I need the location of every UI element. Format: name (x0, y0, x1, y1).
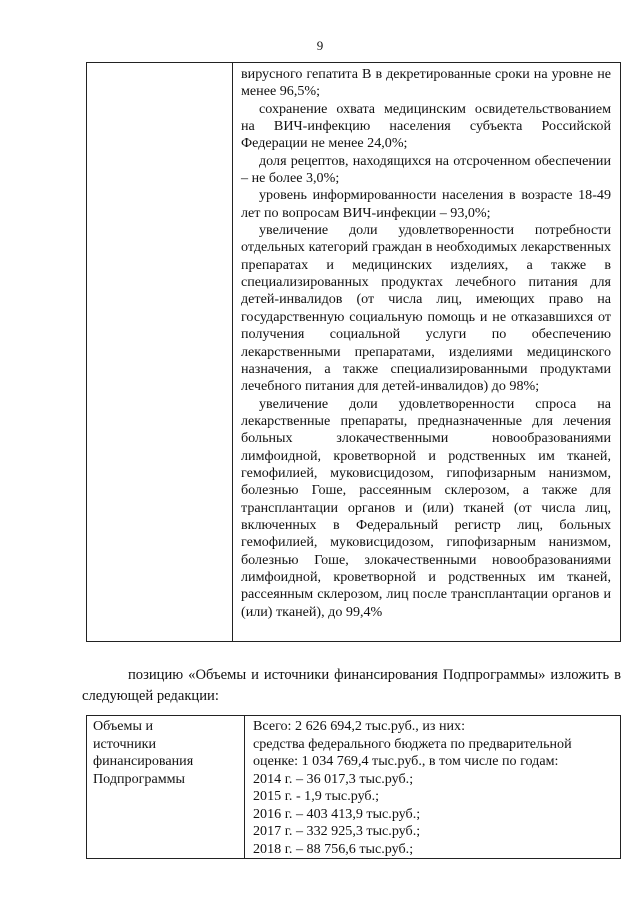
indicator-paragraph: уровень информированности населения в возрасте 18-49 лет по вопросам ВИЧ-инфекции – 93,0%; (241, 187, 611, 221)
label-line: финансирования (93, 753, 194, 769)
financing-year-line: 2017 г. – 332 925,3 тыс.руб.; (253, 823, 421, 839)
table-content-cell (233, 63, 621, 642)
financing-year-line: 2014 г. – 36 017,3 тыс.руб.; (253, 770, 414, 787)
indicator-paragraph: сохранение охвата медицинским освидетельствованием на ВИЧ-инфекцию населения субъекта Российской Федерации не менее 24,0%; (241, 100, 611, 152)
financing-year-line: 2016 г. – 403 413,9 тыс.руб.; (253, 805, 421, 822)
financing-year-line: 2018 г. – 88 756,6 тыс.руб.; (253, 840, 414, 857)
financing-table (86, 715, 621, 859)
financing-year-line: 2015 г. - 1,9 тыс.руб.; (253, 788, 380, 804)
table-row (87, 63, 621, 642)
indicator-paragraph: доля рецептов, находящихся на отсроченном обеспечении – не более 3,0%; (241, 152, 611, 187)
financing-label-cell (87, 716, 245, 859)
label-line: Подпрограммы (93, 770, 186, 787)
financing-line: оценке: 1 034 769,4 тыс.руб., в том числе по годам: (253, 753, 559, 769)
table-row (87, 716, 621, 859)
table-label-cell (87, 63, 233, 642)
label-line: источники (93, 735, 157, 752)
financing-content-cell (245, 716, 621, 859)
amendment-intro: позицию «Объемы и источники финансирования Подпрограммы» изложить в следующей редакции: (82, 667, 621, 704)
goals-table (86, 62, 621, 642)
financing-total-line: Всего: 2 626 694,2 тыс.руб., из них: (253, 718, 466, 734)
page-number: 9 (316, 38, 324, 53)
indicator-paragraph: вирусного гепатита В в декретированные сроки на уровне не менее 96,5%; (241, 66, 611, 100)
label-line: Объемы и (93, 718, 153, 734)
indicator-paragraph: увеличение доли удовлетворенности спроса на лекарственные препараты, предназначенные для лечения больных злокачественными новообразованиями лимфоидной, кроветворной и родственных им тканей, гемофилией, муковисцидозом, гипофизарным нанизмом, болезнью Гоше, рассеянным склерозом, а также для трансплантации органов и (или) тканей (от числа лиц, включенных в Федеральный регистр лиц, больных гемофилией, муковисцидозом, гипофизарным нанизмом, болезнью Гоше, злокачественными новообразованиями лимфоидной, кроветворной и родственных им тканей, рассеянным склерозом, лиц после трансплантации органов и (или) тканей), до 99,4% (241, 395, 611, 620)
financing-line: средства федерального бюджета по предварительной (253, 735, 572, 752)
indicator-paragraph: увеличение доли удовлетворенности потребности отдельных категорий граждан в необходимых лекарственных препаратах и медицинских изделиях, а также в специализированных продуктах лечебного питания для детей-инвалидов (от числа лиц, имеющих право на государственную социальную помощь и не отказавшихся от получения социальной услуги по обеспечению лекарственными препаратами, изделиями медицинского назначения, а также специализированными продуктами лечебного питания для детей-инвалидов) до 98%; (241, 222, 611, 395)
